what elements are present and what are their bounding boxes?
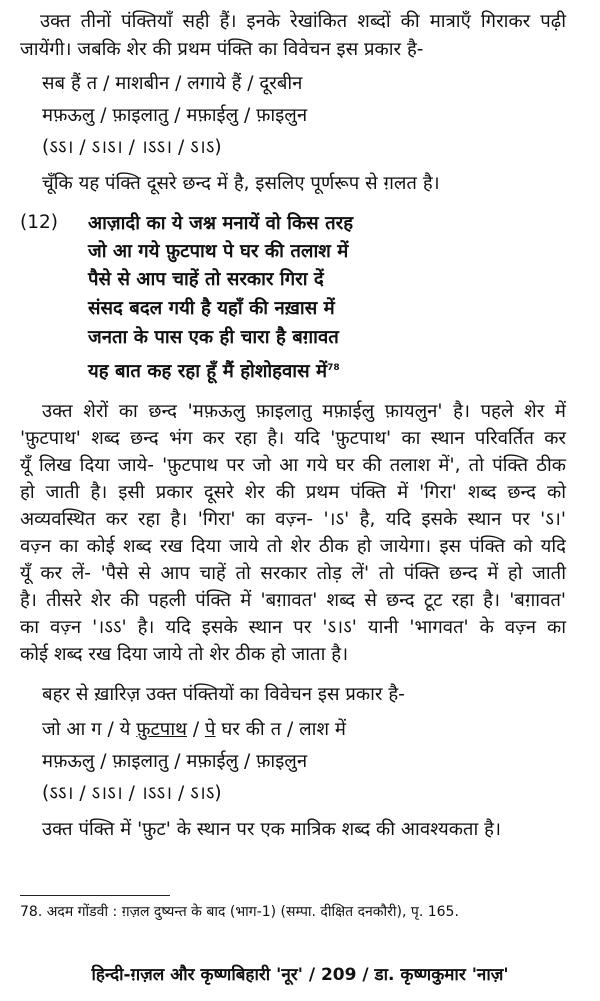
verse-line-2: जो आ गये फ़ुटपाथ पे घर की तलाश में bbox=[88, 241, 349, 262]
verse-line-4: संसद बदल गयी है यहाँ की नख़ास में bbox=[88, 298, 335, 319]
footnote-ref: 78 bbox=[327, 363, 340, 373]
para3-line1: उक्त शेरों का छन्द 'मफ़ऊलु फ़ाइलातु मफ़ाईलु फ़ायलुन' है। पहले शेर में bbox=[42, 401, 566, 422]
para4: बहर से ख़ारिज़ उक्त पंक्तियों का विवेचन इस प्रकार है- bbox=[42, 684, 405, 705]
verse-line-6-text: यह बात कह रहा हूँ मैं होशोहवास में bbox=[88, 361, 328, 383]
para1-line2: जायेंगी। जबकि शेर की प्रथम पंक्ति का विवेचन इस प्रकार है- bbox=[20, 39, 424, 60]
scan1-words: सब हैं त / माशबीन / लगाये हैं / दूरबीन bbox=[42, 73, 303, 94]
verse-line-5: जनता के पास एक ही चारा है बग़ावत bbox=[88, 327, 339, 348]
para3-line5: अव्यवस्थित कर रहा है। 'गिरा' का वज़्न- '।ऽ' है, यदि इसके स्थान पर 'ऽ।' bbox=[20, 509, 566, 530]
para3-line6: वज़्न का कोई शब्द रख दिया जाये तो शेर ठीक हो जायेगा। इस पंक्ति को यदि bbox=[20, 536, 566, 557]
verse-number: (12) bbox=[20, 212, 58, 233]
verse-line-6 bbox=[88, 356, 340, 384]
para3-line10: कोई शब्द रख दिया जाये तो शेर ठीक हो जाता है। bbox=[20, 644, 349, 665]
verse-line-1: आज़ादी का ये जश्न मनायें वो किस तरह bbox=[88, 213, 354, 234]
scan2-underlined-pe: पे bbox=[204, 719, 216, 740]
scan1-symbols: (ऽऽ। / ऽ।ऽ। / ।ऽऽ। / ऽ।ऽ) bbox=[42, 137, 222, 158]
para3-line7: यूँ कर लें- 'पैसे से आप चाहें तो सरकार तोड़ लें' तो पंक्ति छन्द में हो जाती bbox=[20, 563, 566, 584]
scan2-words bbox=[42, 718, 346, 742]
scan2-meter: मफ़ऊलु / फ़ाइलातु / मफ़ाईलु / फ़ाइलुन bbox=[42, 751, 308, 772]
scan1-meter: मफ़ऊलु / फ़ाइलातु / मफ़ाईलु / फ़ाइलुन bbox=[42, 105, 308, 126]
para1-line1: उक्त तीनों पंक्तियाँ सही हैं। इनके रेखांकित शब्दों की मात्राएँ गिराकर पढ़ी bbox=[40, 11, 566, 32]
scan2-words-b: / bbox=[186, 719, 205, 740]
verse-line-3: पैसे से आप चाहें तो सरकार गिरा दें bbox=[88, 269, 324, 290]
scan2-symbols: (ऽऽ। / ऽ।ऽ। / ।ऽऽ। / ऽ।ऽ) bbox=[42, 783, 222, 804]
para3-line4: हो जाती है। इसी प्रकार दूसरे शेर की प्रथम पंक्ति में 'गिरा' शब्द छन्द को bbox=[20, 482, 566, 503]
para5: उक्त पंक्ति में 'फ़ुट' के स्थान पर एक मात्रिक शब्द की आवश्यकता है। bbox=[42, 819, 501, 840]
footnote: 78. अदम गोंडवी : ग़ज़ल दुष्यन्त के बाद (भाग-1) (सम्पा. दीक्षित दनकौरी), पृ. 165. bbox=[20, 904, 459, 920]
footnote-divider bbox=[20, 895, 170, 896]
para3-line3: यूँ लिख दिया जाये- 'फ़ुटपाथ पर जो आ गये घर की तलाश में', तो पंक्ति ठीक bbox=[20, 455, 566, 476]
para3-line2: 'फ़ुटपाथ' शब्द छन्द भंग कर रहा है। यदि 'फ़ुटपाथ' का स्थान परिवर्तित कर bbox=[20, 428, 566, 449]
para3-line9: का वज़्न '।ऽऽ' है। यदि इसके स्थान पर 'ऽ।ऽ' यानी 'भागवत' के वज़्न का bbox=[20, 617, 566, 638]
scan2-underlined-futpath: फ़ुटपाथ bbox=[136, 719, 187, 740]
para3-line8: है। तीसरे शेर की पहली पंक्ति में 'बग़ावत' शब्द से छन्द टूट रहा है। 'बग़ावत' bbox=[20, 590, 566, 611]
para2: चूँकि यह पंक्ति दूसरे छन्द में है, इसलिए पूर्णरूप से ग़लत है। bbox=[42, 173, 440, 194]
page-footer: हिन्दी-ग़ज़ल और कृष्णबिहारी 'नूर' / 209 / डा. कृष्णकुमार 'नाज़' bbox=[91, 965, 509, 985]
scan2-words-c: घर की त / लाश में bbox=[215, 719, 346, 740]
scan2-words-a: जो आ ग / ये bbox=[42, 719, 137, 740]
